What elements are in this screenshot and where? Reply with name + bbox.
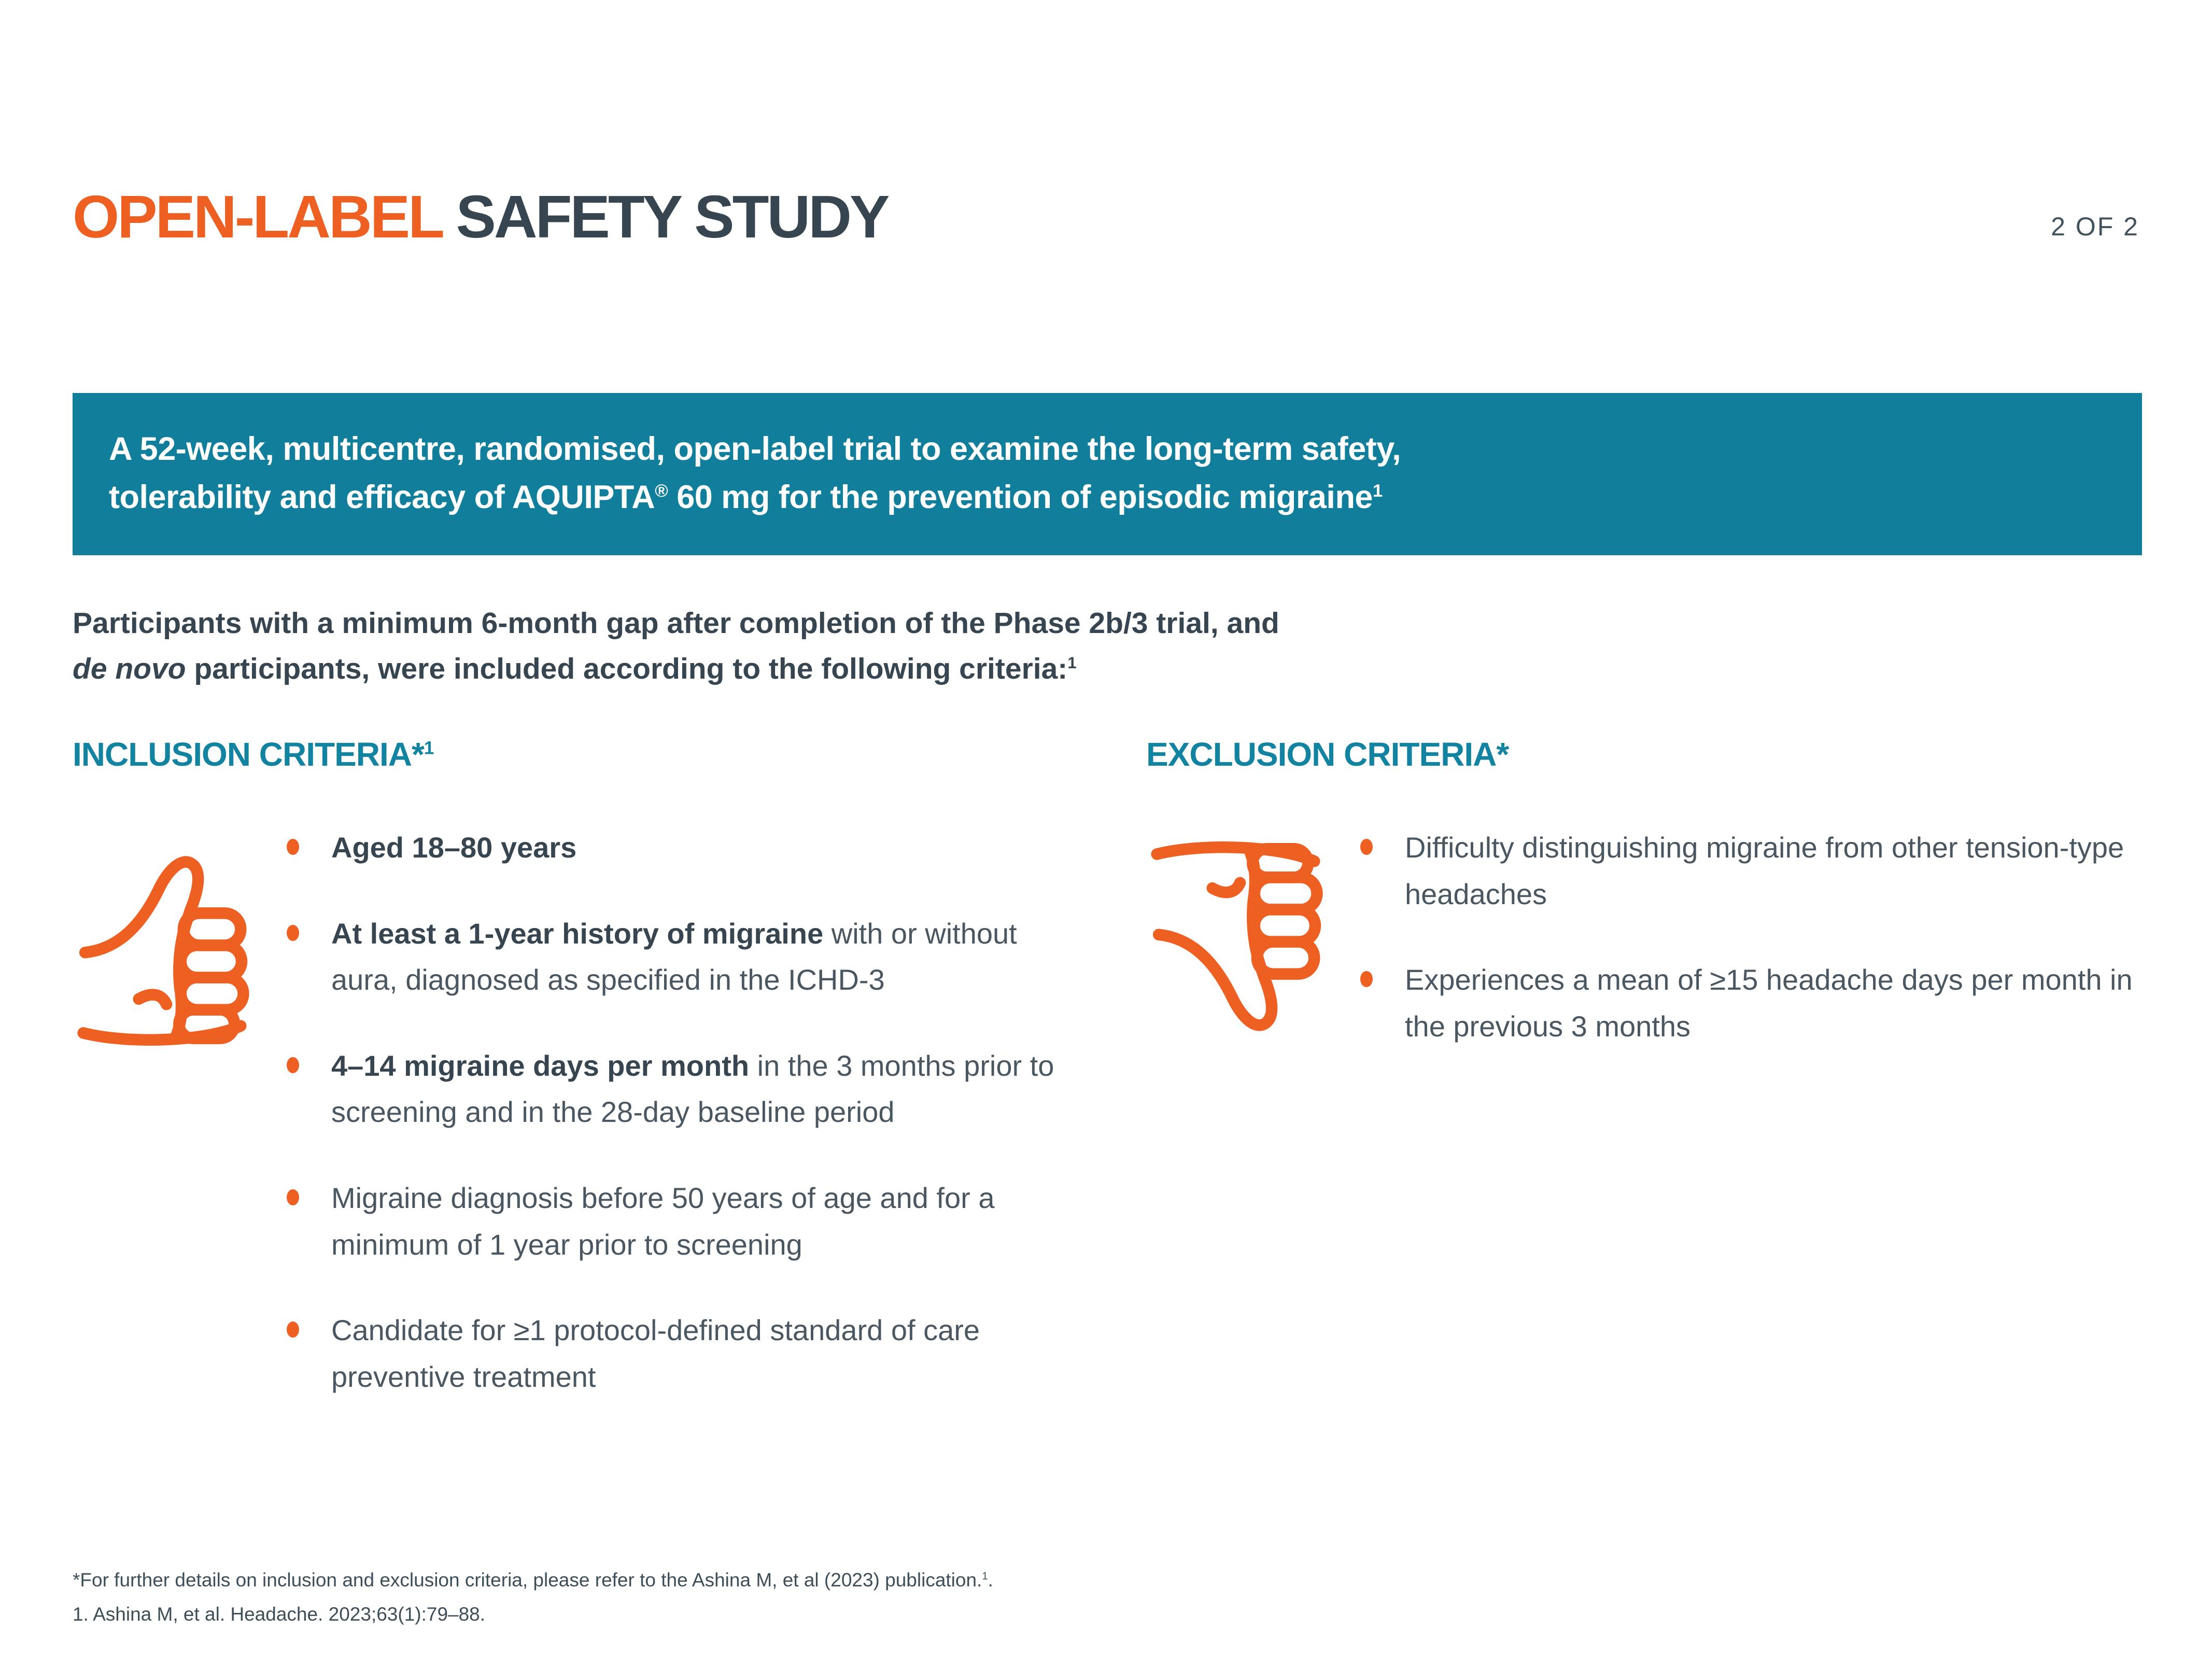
thumbs-down-icon	[1146, 824, 1351, 1056]
exclusion-column	[1146, 735, 2142, 1439]
footnote-line-1: *For further details on inclusion and exclusion criteria, please refer to the Ashina M, et al (2023) publication.$^1$.	[73, 1569, 993, 1591]
exclusion-heading: EXCLUSION CRITERIA*	[1146, 736, 1509, 773]
page-title-highlight: OPEN-LABEL	[73, 183, 443, 250]
footnote	[73, 1563, 993, 1632]
reference-superscript: 1	[1067, 654, 1077, 672]
inclusion-heading: INCLUSION CRITERIA*$^1$	[73, 736, 434, 773]
reference-superscript: 1	[424, 738, 434, 758]
intro-paragraph: Participants with a minimum 6-month gap after completion of the Phase 2b/3 trial, and de novo participants, were included according to the following criteria:$^1$	[73, 607, 1279, 686]
list-item: Candidate for ≥1 protocol-defined standard of care preventive treatment	[277, 1307, 1068, 1400]
list-item: Experiences a mean of ≥15 headache days per month in the previous 3 months	[1351, 957, 2142, 1049]
page-number: 2 OF 2	[2051, 212, 2139, 241]
list-item: Aged 18–80 years	[277, 824, 1068, 871]
list-item: Migraine diagnosis before 50 years of age and for a minimum of 1 year prior to screening	[277, 1175, 1068, 1268]
footnote-line-2: 1. Ashina M, et al. Headache. 2023;63(1):79–88.	[73, 1604, 486, 1625]
page-title-rest: SAFETY STUDY	[456, 183, 888, 250]
reference-superscript: 1	[982, 1570, 988, 1582]
reference-superscript: 1	[1372, 481, 1383, 501]
list-item: Difficulty distinguishing migraine from other tension-type headaches	[1351, 824, 2142, 917]
intro-italic: de novo	[73, 652, 186, 686]
banner-line-2: tolerability and efficacy of AQUIPTA® 60 mg for the prevention of episodic migraine$^1$	[109, 479, 1383, 515]
header	[73, 183, 2139, 250]
exclusion-list	[1351, 824, 2142, 1089]
inclusion-list	[277, 824, 1068, 1439]
banner-line-1: A 52-week, multicentre, randomised, open-label trial to examine the long-term safety,	[109, 431, 1401, 467]
inclusion-column	[73, 735, 1068, 1439]
registered-mark: ®	[655, 481, 668, 501]
list-item: At least a 1-year history of migraine with or without aura, diagnosed as specified in the ICHD-3	[277, 910, 1068, 1003]
study-banner	[73, 393, 2142, 555]
criteria-columns	[73, 735, 2142, 1439]
page-title	[73, 183, 888, 250]
list-item: 4–14 migraine days per month in the 3 months prior to screening and in the 28-day baseline period	[277, 1043, 1068, 1135]
thumbs-up-icon	[73, 824, 277, 1056]
